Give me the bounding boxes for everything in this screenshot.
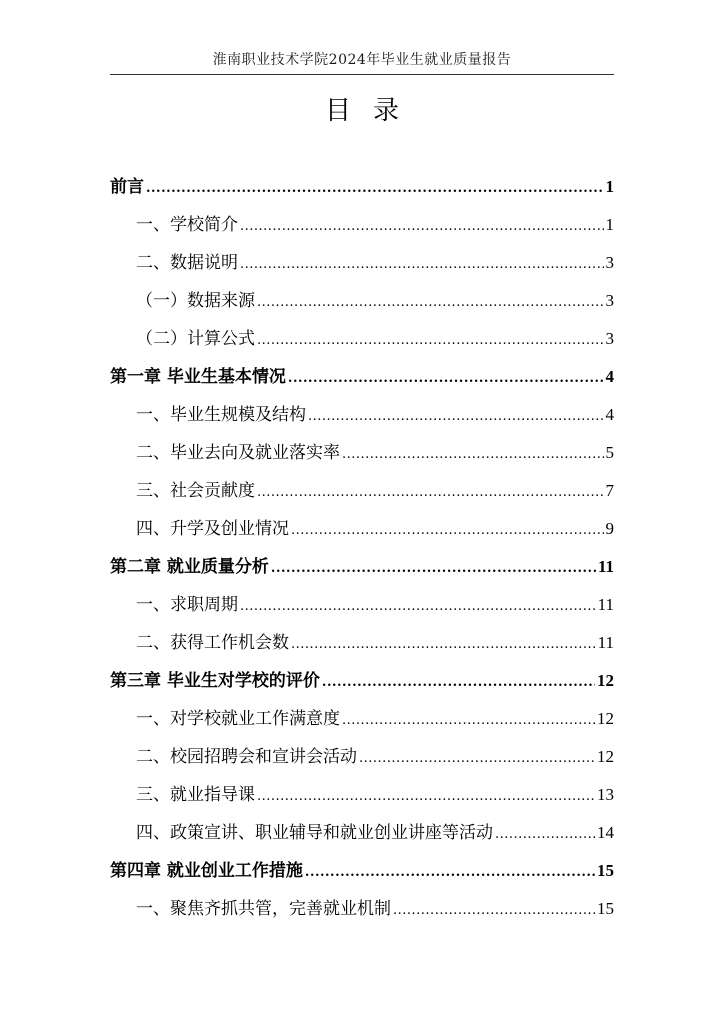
toc-entry-page-number: 7: [605, 481, 614, 500]
page-header: [110, 50, 614, 75]
toc-entry[interactable]: [110, 548, 614, 586]
toc-entry[interactable]: [110, 320, 614, 358]
toc-entry-label: 第二章 就业质量分析: [110, 557, 269, 577]
toc-dot-leader: [257, 778, 595, 816]
toc-entry-label: 一、学校简介: [136, 215, 238, 235]
toc-dot-leader: [495, 816, 595, 854]
toc-entry-label: 三、社会贡献度: [136, 481, 255, 501]
toc-entry-page-number: 11: [597, 595, 614, 614]
toc-entry-page-number: 12: [597, 709, 614, 728]
toc-entry-label: 前言: [110, 177, 144, 197]
toc-entry-page-number: 12: [597, 747, 614, 766]
toc-entry-page-number: 11: [597, 557, 614, 576]
toc-dot-leader: [291, 626, 596, 664]
toc-entry[interactable]: [110, 814, 614, 852]
toc-entry-page-number: 4: [605, 405, 614, 424]
toc-entry-page-number: 9: [605, 519, 614, 538]
toc-dot-leader: [308, 398, 604, 436]
toc-entry[interactable]: [110, 282, 614, 320]
toc-entry-label: 一、聚焦齐抓共管，完善就业机制: [136, 899, 391, 919]
toc-entry-page-number: 15: [597, 899, 614, 918]
toc-entry-label: 四、升学及创业情况: [136, 519, 289, 539]
toc-entry-page-number: 1: [605, 215, 614, 234]
toc-entry-page-number: 15: [597, 861, 614, 880]
table-of-contents: [110, 168, 614, 928]
toc-dot-leader: [359, 740, 595, 778]
toc-entry-page-number: 3: [605, 291, 614, 310]
toc-entry-page-number: 11: [597, 633, 614, 652]
toc-dot-leader: [257, 474, 604, 512]
toc-dot-leader: [342, 702, 595, 740]
toc-entry-label: 第一章 毕业生基本情况: [110, 367, 286, 387]
toc-entry-label: 二、获得工作机会数: [136, 633, 289, 653]
toc-entry[interactable]: [110, 738, 614, 776]
toc-entry-label: 四、政策宣讲、职业辅导和就业创业讲座等活动: [136, 823, 493, 843]
toc-entry-page-number: 1: [605, 177, 614, 196]
toc-entry-page-number: 5: [605, 443, 614, 462]
toc-entry[interactable]: [110, 168, 614, 206]
toc-entry[interactable]: [110, 700, 614, 738]
toc-entry[interactable]: [110, 852, 614, 890]
toc-entry-label: 一、毕业生规模及结构: [136, 405, 306, 425]
toc-entry-page-number: 4: [605, 367, 614, 386]
toc-entry[interactable]: [110, 358, 614, 396]
toc-entry-page-number: 13: [597, 785, 614, 804]
toc-entry-page-number: 3: [605, 329, 614, 348]
toc-dot-leader: [257, 284, 604, 322]
toc-dot-leader: [342, 436, 604, 474]
toc-entry[interactable]: [110, 206, 614, 244]
toc-entry-page-number: 3: [605, 253, 614, 272]
toc-dot-leader: [146, 170, 604, 208]
header-title: 淮南职业技术学院2024年毕业生就业质量报告: [212, 52, 512, 68]
toc-entry-label: 第三章 毕业生对学校的评价: [110, 671, 320, 691]
toc-entry[interactable]: [110, 586, 614, 624]
toc-entry-label: （一）数据来源: [136, 291, 255, 311]
toc-dot-leader: [240, 588, 596, 626]
toc-entry-label: （二）计算公式: [136, 329, 255, 349]
toc-entry-page-number: 14: [597, 823, 614, 842]
toc-entry[interactable]: [110, 624, 614, 662]
toc-entry-label: 二、校园招聘会和宣讲会活动: [136, 747, 357, 767]
toc-title: 目录: [324, 96, 421, 126]
toc-dot-leader: [240, 246, 604, 284]
toc-entry[interactable]: [110, 776, 614, 814]
toc-entry[interactable]: [110, 244, 614, 282]
toc-entry[interactable]: [110, 890, 614, 928]
toc-dot-leader: [291, 512, 604, 550]
toc-entry-label: 一、求职周期: [136, 595, 238, 615]
toc-dot-leader: [271, 550, 596, 588]
toc-entry-label: 第四章 就业创业工作措施: [110, 861, 303, 881]
toc-dot-leader: [322, 664, 595, 702]
toc-dot-leader: [288, 360, 604, 398]
toc-dot-leader: [240, 208, 604, 246]
toc-entry-page-number: 12: [597, 671, 614, 690]
toc-entry[interactable]: [110, 434, 614, 472]
toc-dot-leader: [393, 892, 595, 930]
toc-entry[interactable]: [110, 662, 614, 700]
toc-entry-label: 三、就业指导课: [136, 785, 255, 805]
toc-entry-label: 二、毕业去向及就业落实率: [136, 443, 340, 463]
toc-dot-leader: [305, 854, 595, 892]
toc-entry-label: 二、数据说明: [136, 253, 238, 273]
toc-entry[interactable]: [110, 396, 614, 434]
toc-entry-label: 一、对学校就业工作满意度: [136, 709, 340, 729]
toc-entry[interactable]: [110, 510, 614, 548]
toc-dot-leader: [257, 322, 604, 360]
toc-entry[interactable]: [110, 472, 614, 510]
